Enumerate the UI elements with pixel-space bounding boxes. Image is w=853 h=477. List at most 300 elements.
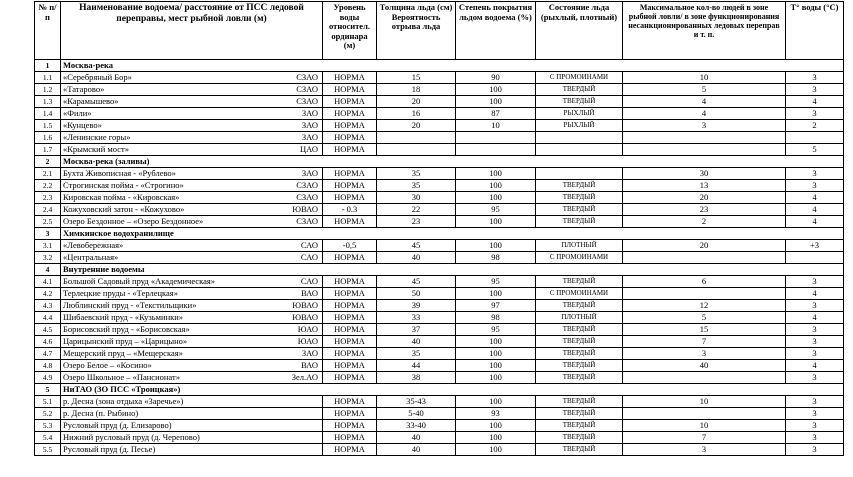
table-row bbox=[35, 180, 844, 192]
water-temp: 4 bbox=[786, 360, 844, 372]
ice-thickness: 33-40 bbox=[377, 420, 456, 432]
ice-state: ТВЕРДЫЙ bbox=[536, 324, 623, 336]
table-row bbox=[35, 288, 844, 300]
water-body-cell bbox=[61, 240, 323, 252]
table-row bbox=[35, 204, 844, 216]
water-body-name: «Левобережная» bbox=[63, 240, 124, 250]
ice-coverage: 10 bbox=[456, 120, 536, 132]
ice-coverage: 100 bbox=[456, 336, 536, 348]
water-temp: 3 bbox=[786, 336, 844, 348]
ice-state: ТВЕРДЫЙ bbox=[536, 180, 623, 192]
water-body-name: Мещерский пруд – «Мещерская» bbox=[63, 348, 183, 358]
water-body-cell bbox=[61, 252, 323, 264]
water-body-name: Люблинский пруд - «Текстильщики» bbox=[63, 300, 197, 310]
table-row bbox=[35, 276, 844, 288]
row-number: 4.4 bbox=[35, 312, 61, 324]
district: САО bbox=[300, 276, 318, 286]
table-row bbox=[35, 192, 844, 204]
ice-thickness bbox=[377, 144, 456, 156]
max-people: 20 bbox=[623, 192, 786, 204]
water-body-name: «Фили» bbox=[63, 108, 92, 118]
max-people: 5 bbox=[623, 84, 786, 96]
ice-thickness: 45 bbox=[377, 240, 456, 252]
water-body-name: Кожуховский затон - «Кожухово» bbox=[63, 204, 185, 214]
water-body-cell bbox=[61, 180, 323, 192]
district: ЮВАО bbox=[292, 300, 318, 310]
table-row bbox=[35, 372, 844, 384]
water-body-name: «Серебряный Бор» bbox=[63, 72, 132, 82]
ice-thickness: 35 bbox=[377, 168, 456, 180]
row-number: 4 bbox=[35, 264, 61, 276]
header-name: Наименование водоема/ расстояние от ПСС ледовой переправы, мест рыбной ловли (м) bbox=[61, 2, 323, 60]
max-people: 23 bbox=[623, 204, 786, 216]
row-number: 4.2 bbox=[35, 288, 61, 300]
row-number: 4.6 bbox=[35, 336, 61, 348]
water-body-name: «Крымский мост» bbox=[63, 144, 129, 154]
water-body-cell bbox=[61, 336, 323, 348]
water-level: НОРМА bbox=[323, 144, 377, 156]
water-level: НОРМА bbox=[323, 348, 377, 360]
ice-coverage: 100 bbox=[456, 360, 536, 372]
table-row bbox=[35, 420, 844, 432]
district bbox=[318, 444, 320, 455]
row-number: 1.3 bbox=[35, 96, 61, 108]
water-body-cell bbox=[61, 216, 323, 228]
water-body-cell bbox=[61, 408, 323, 420]
ice-coverage: 100 bbox=[456, 432, 536, 444]
ice-state: ТВЕРДЫЙ bbox=[536, 396, 623, 408]
section-row bbox=[35, 228, 844, 240]
water-body-name: Русловый пруд (д. Песье) bbox=[63, 444, 156, 454]
max-people: 4 bbox=[623, 96, 786, 108]
ice-state: ТВЕРДЫЙ bbox=[536, 372, 623, 384]
section-title: Химкинское водохранилище bbox=[61, 228, 844, 240]
ice-coverage: 100 bbox=[456, 444, 536, 456]
water-temp: 3 bbox=[786, 372, 844, 384]
ice-coverage: 100 bbox=[456, 288, 536, 300]
ice-thickness: 35 bbox=[377, 180, 456, 192]
header-temp: Т° воды (°С) bbox=[786, 2, 844, 60]
row-number: 2.1 bbox=[35, 168, 61, 180]
water-body-name: Озеро Школьное – «Пансионат» bbox=[63, 372, 180, 382]
water-temp: 3 bbox=[786, 408, 844, 420]
ice-coverage: 100 bbox=[456, 216, 536, 228]
table-row bbox=[35, 72, 844, 84]
ice-thickness: 5-40 bbox=[377, 408, 456, 420]
ice-state: РЫХЛЫЙ bbox=[536, 108, 623, 120]
water-level: НОРМА bbox=[323, 168, 377, 180]
ice-state: С ПРОМОИНАМИ bbox=[536, 72, 623, 84]
water-level: - 0.3 bbox=[323, 204, 377, 216]
water-body-name: Строгинская пойма - «Строгино» bbox=[63, 180, 184, 190]
water-level: НОРМА bbox=[323, 216, 377, 228]
max-people bbox=[623, 408, 786, 420]
water-body-cell bbox=[61, 288, 323, 300]
max-people: 4 bbox=[623, 108, 786, 120]
ice-thickness: 33 bbox=[377, 312, 456, 324]
water-level: НОРМА bbox=[323, 132, 377, 144]
ice-thickness: 23 bbox=[377, 216, 456, 228]
ice-thickness: 40 bbox=[377, 432, 456, 444]
ice-thickness: 38 bbox=[377, 372, 456, 384]
water-body-name: Кировская пойма - «Кировская» bbox=[63, 192, 180, 202]
water-body-cell bbox=[61, 168, 323, 180]
water-level: НОРМА bbox=[323, 252, 377, 264]
row-number: 5.5 bbox=[35, 444, 61, 456]
water-body-name: «Ленинские горы» bbox=[63, 132, 131, 142]
water-level: НОРМА bbox=[323, 84, 377, 96]
water-body-name: Бухта Живописная - «Рублево» bbox=[63, 168, 176, 178]
water-body-cell bbox=[61, 204, 323, 216]
row-number: 1.1 bbox=[35, 72, 61, 84]
water-level: НОРМА bbox=[323, 360, 377, 372]
row-number: 4.3 bbox=[35, 300, 61, 312]
row-number: 4.9 bbox=[35, 372, 61, 384]
row-number: 2.3 bbox=[35, 192, 61, 204]
row-number: 4.7 bbox=[35, 348, 61, 360]
water-body-name: Царицынский пруд – «Царицыно» bbox=[63, 336, 188, 346]
max-people: 15 bbox=[623, 324, 786, 336]
ice-thickness: 40 bbox=[377, 336, 456, 348]
water-body-cell bbox=[61, 84, 323, 96]
water-body-cell bbox=[61, 312, 323, 324]
ice-coverage bbox=[456, 132, 536, 144]
water-body-name: Озеро Бездонное – «Озеро Бездонное» bbox=[63, 216, 204, 226]
ice-state: ТВЕРДЫЙ bbox=[536, 348, 623, 360]
table-row bbox=[35, 348, 844, 360]
district: САО bbox=[300, 240, 318, 250]
water-level: НОРМА bbox=[323, 324, 377, 336]
water-level: НОРМА bbox=[323, 444, 377, 456]
district: Зел.АО bbox=[291, 372, 318, 382]
table-row bbox=[35, 216, 844, 228]
row-number: 5.1 bbox=[35, 396, 61, 408]
max-people: 10 bbox=[623, 420, 786, 432]
water-body-name: «Татарово» bbox=[63, 84, 105, 94]
ice-state: ТВЕРДЫЙ bbox=[536, 300, 623, 312]
max-people bbox=[623, 144, 786, 156]
district: ЦАО bbox=[300, 144, 318, 154]
ice-thickness: 50 bbox=[377, 288, 456, 300]
water-body-cell bbox=[61, 300, 323, 312]
ice-coverage: 98 bbox=[456, 252, 536, 264]
water-temp: +3 bbox=[786, 240, 844, 252]
ice-state: РЫХЛЫЙ bbox=[536, 120, 623, 132]
water-body-name: Терлецкие пруды - «Терлецкая» bbox=[63, 288, 178, 298]
water-level: НОРМА bbox=[323, 276, 377, 288]
ice-coverage: 100 bbox=[456, 396, 536, 408]
row-number: 3 bbox=[35, 228, 61, 240]
water-level: НОРМА bbox=[323, 120, 377, 132]
ice-coverage: 93 bbox=[456, 408, 536, 420]
district: ЮАО bbox=[297, 324, 318, 334]
water-temp: 2 bbox=[786, 120, 844, 132]
section-row bbox=[35, 384, 844, 396]
max-people: 20 bbox=[623, 240, 786, 252]
ice-state: ТВЕРДЫЙ bbox=[536, 420, 623, 432]
table-row bbox=[35, 240, 844, 252]
ice-thickness: 35 bbox=[377, 348, 456, 360]
row-number: 1.4 bbox=[35, 108, 61, 120]
water-level: НОРМА bbox=[323, 108, 377, 120]
header-row bbox=[35, 2, 844, 60]
table-row bbox=[35, 408, 844, 420]
ice-coverage: 100 bbox=[456, 348, 536, 360]
row-number: 1 bbox=[35, 60, 61, 72]
ice-coverage: 95 bbox=[456, 276, 536, 288]
water-temp: 3 bbox=[786, 348, 844, 360]
table-row bbox=[35, 336, 844, 348]
table-row bbox=[35, 108, 844, 120]
water-temp: 4 bbox=[786, 204, 844, 216]
ice-state: ТВЕРДЫЙ bbox=[536, 84, 623, 96]
max-people: 7 bbox=[623, 432, 786, 444]
water-body-cell bbox=[61, 276, 323, 288]
district bbox=[318, 396, 320, 407]
ice-thickness: 18 bbox=[377, 84, 456, 96]
section-title: Москва-река (заливы) bbox=[61, 156, 844, 168]
water-body-cell bbox=[61, 108, 323, 120]
table-row bbox=[35, 144, 844, 156]
table-row bbox=[35, 444, 844, 456]
water-level: НОРМА bbox=[323, 96, 377, 108]
ice-coverage: 87 bbox=[456, 108, 536, 120]
max-people: 5 bbox=[623, 312, 786, 324]
water-level: НОРМА bbox=[323, 312, 377, 324]
water-body-name: р. Десна (п. Рыбино) bbox=[63, 408, 139, 418]
max-people bbox=[623, 132, 786, 144]
district: ВАО bbox=[301, 360, 318, 370]
ice-state: ПЛОТНЫЙ bbox=[536, 312, 623, 324]
max-people: 30 bbox=[623, 168, 786, 180]
table-row bbox=[35, 84, 844, 96]
district: ЗАО bbox=[301, 132, 318, 142]
max-people: 10 bbox=[623, 396, 786, 408]
water-temp: 3 bbox=[786, 276, 844, 288]
max-people: 6 bbox=[623, 276, 786, 288]
water-temp: 3 bbox=[786, 300, 844, 312]
max-people bbox=[623, 252, 786, 264]
ice-thickness: 40 bbox=[377, 252, 456, 264]
ice-thickness: 22 bbox=[377, 204, 456, 216]
water-temp: 3 bbox=[786, 168, 844, 180]
water-level: НОРМА bbox=[323, 336, 377, 348]
water-body-cell bbox=[61, 360, 323, 372]
section-row bbox=[35, 156, 844, 168]
water-temp: 4 bbox=[786, 312, 844, 324]
row-number: 3.1 bbox=[35, 240, 61, 252]
ice-coverage bbox=[456, 144, 536, 156]
max-people: 40 bbox=[623, 360, 786, 372]
ice-state bbox=[536, 168, 623, 180]
ice-monitoring-table bbox=[34, 1, 844, 456]
row-number: 4.5 bbox=[35, 324, 61, 336]
ice-coverage: 97 bbox=[456, 300, 536, 312]
water-level: НОРМА bbox=[323, 420, 377, 432]
water-temp: 3 bbox=[786, 324, 844, 336]
section-row bbox=[35, 60, 844, 72]
water-temp: 4 bbox=[786, 216, 844, 228]
row-number: 5.4 bbox=[35, 432, 61, 444]
water-temp: 4 bbox=[786, 96, 844, 108]
ice-thickness: 44 bbox=[377, 360, 456, 372]
water-body-cell bbox=[61, 96, 323, 108]
table-row bbox=[35, 396, 844, 408]
ice-coverage: 95 bbox=[456, 204, 536, 216]
ice-state: ПЛОТНЫЙ bbox=[536, 240, 623, 252]
district: ЮВАО bbox=[292, 204, 318, 214]
district: СЗАО bbox=[296, 96, 318, 106]
ice-state: ТВЕРДЫЙ bbox=[536, 204, 623, 216]
row-number: 4.8 bbox=[35, 360, 61, 372]
district bbox=[318, 420, 320, 431]
water-temp bbox=[786, 252, 844, 264]
max-people bbox=[623, 288, 786, 300]
water-body-name: Борисовский пруд - «Борисовская» bbox=[63, 324, 190, 334]
table-row bbox=[35, 300, 844, 312]
ice-state: С ПРОМОИНАМИ bbox=[536, 252, 623, 264]
row-number: 2.4 bbox=[35, 204, 61, 216]
water-level: НОРМА bbox=[323, 72, 377, 84]
ice-thickness: 15 bbox=[377, 72, 456, 84]
water-body-name: Русловый пруд (д. Елизарово) bbox=[63, 420, 172, 430]
district bbox=[318, 432, 320, 443]
water-body-cell bbox=[61, 432, 323, 444]
header-thickness: Толщина льда (см) Вероятность отрыва льда bbox=[377, 2, 456, 60]
district: САО bbox=[300, 252, 318, 262]
water-body-cell bbox=[61, 72, 323, 84]
water-temp: 3 bbox=[786, 432, 844, 444]
section-title: НиТАО (ЗО ПСС «Троицкая») bbox=[61, 384, 844, 396]
table-row bbox=[35, 252, 844, 264]
district: ЗАО bbox=[301, 348, 318, 358]
water-level: -0,5 bbox=[323, 240, 377, 252]
table-row bbox=[35, 96, 844, 108]
water-body-cell bbox=[61, 192, 323, 204]
water-temp: 3 bbox=[786, 444, 844, 456]
district: СЗАО bbox=[296, 72, 318, 82]
max-people: 3 bbox=[623, 348, 786, 360]
water-body-name: р. Десна (зона отдыха «Заречье») bbox=[63, 396, 184, 406]
water-body-name: Большой Садовый пруд «Академическая» bbox=[63, 276, 216, 286]
table-row bbox=[35, 312, 844, 324]
water-temp: 3 bbox=[786, 84, 844, 96]
ice-state: ТВЕРДЫЙ bbox=[536, 360, 623, 372]
water-level: НОРМА bbox=[323, 192, 377, 204]
ice-state: ТВЕРДЫЙ bbox=[536, 444, 623, 456]
district: ЮАО bbox=[297, 336, 318, 346]
water-level: НОРМА bbox=[323, 300, 377, 312]
district: ЮВАО bbox=[292, 312, 318, 322]
ice-thickness bbox=[377, 132, 456, 144]
row-number: 2.5 bbox=[35, 216, 61, 228]
water-level: НОРМА bbox=[323, 408, 377, 420]
water-body-cell bbox=[61, 144, 323, 156]
ice-coverage: 100 bbox=[456, 168, 536, 180]
row-number: 3.2 bbox=[35, 252, 61, 264]
ice-thickness: 16 bbox=[377, 108, 456, 120]
table-row bbox=[35, 168, 844, 180]
district bbox=[318, 408, 320, 419]
row-number: 4.1 bbox=[35, 276, 61, 288]
row-number: 1.6 bbox=[35, 132, 61, 144]
max-people: 3 bbox=[623, 120, 786, 132]
water-body-cell bbox=[61, 372, 323, 384]
water-body-name: Озеро Белое – «Косино» bbox=[63, 360, 152, 370]
water-temp: 3 bbox=[786, 180, 844, 192]
table-row bbox=[35, 132, 844, 144]
header-coverage: Степень покрытия льдом водоема (%) bbox=[456, 2, 536, 60]
ice-thickness: 45 bbox=[377, 276, 456, 288]
section-title: Москва-река bbox=[61, 60, 844, 72]
ice-state bbox=[536, 132, 623, 144]
water-level: НОРМА bbox=[323, 372, 377, 384]
water-level: НОРМА bbox=[323, 396, 377, 408]
district: ЗАО bbox=[301, 168, 318, 178]
ice-thickness: 40 bbox=[377, 444, 456, 456]
water-body-cell bbox=[61, 324, 323, 336]
water-level: НОРМА bbox=[323, 288, 377, 300]
section-title: Внутренние водоемы bbox=[61, 264, 844, 276]
water-temp: 3 bbox=[786, 108, 844, 120]
ice-thickness: 20 bbox=[377, 120, 456, 132]
ice-thickness: 20 bbox=[377, 96, 456, 108]
table-row bbox=[35, 120, 844, 132]
ice-state: ТВЕРДЫЙ bbox=[536, 276, 623, 288]
water-temp: 4 bbox=[786, 192, 844, 204]
district: СЗАО bbox=[296, 192, 318, 202]
district: СЗАО bbox=[296, 180, 318, 190]
max-people: 13 bbox=[623, 180, 786, 192]
water-level: НОРМА bbox=[323, 432, 377, 444]
water-body-cell bbox=[61, 420, 323, 432]
row-number: 5.2 bbox=[35, 408, 61, 420]
row-number: 1.7 bbox=[35, 144, 61, 156]
district: СЗАО bbox=[296, 84, 318, 94]
ice-state: ТВЕРДЫЙ bbox=[536, 192, 623, 204]
max-people: 7 bbox=[623, 336, 786, 348]
max-people: 10 bbox=[623, 72, 786, 84]
table-row bbox=[35, 324, 844, 336]
table-row bbox=[35, 360, 844, 372]
ice-coverage: 90 bbox=[456, 72, 536, 84]
ice-coverage: 100 bbox=[456, 84, 536, 96]
ice-state bbox=[536, 144, 623, 156]
water-body-cell bbox=[61, 396, 323, 408]
max-people bbox=[623, 372, 786, 384]
row-number: 2 bbox=[35, 156, 61, 168]
row-number: 1.5 bbox=[35, 120, 61, 132]
header-max-people: Максимальное кол-во людей в зоне рыбной ловли/ в зоне функционирования несанкционированных ледовых переправ и т. п. bbox=[623, 2, 786, 60]
water-body-cell bbox=[61, 444, 323, 456]
water-temp: 4 bbox=[786, 288, 844, 300]
header-level: Уровень воды относител. ординара (м) bbox=[323, 2, 377, 60]
header-state: Состояние льда (рыхлый, плотный) bbox=[536, 2, 623, 60]
row-number: 5.3 bbox=[35, 420, 61, 432]
ice-coverage: 98 bbox=[456, 312, 536, 324]
ice-coverage: 100 bbox=[456, 192, 536, 204]
ice-state: ТВЕРДЫЙ bbox=[536, 216, 623, 228]
water-temp: 3 bbox=[786, 396, 844, 408]
ice-state: ТВЕРДЫЙ bbox=[536, 96, 623, 108]
ice-state: ТВЕРДЫЙ bbox=[536, 432, 623, 444]
max-people: 12 bbox=[623, 300, 786, 312]
ice-thickness: 35-43 bbox=[377, 396, 456, 408]
row-number: 2.2 bbox=[35, 180, 61, 192]
water-body-name: «Центральная» bbox=[63, 252, 119, 262]
ice-coverage: 95 bbox=[456, 324, 536, 336]
district: ЗАО bbox=[301, 120, 318, 130]
